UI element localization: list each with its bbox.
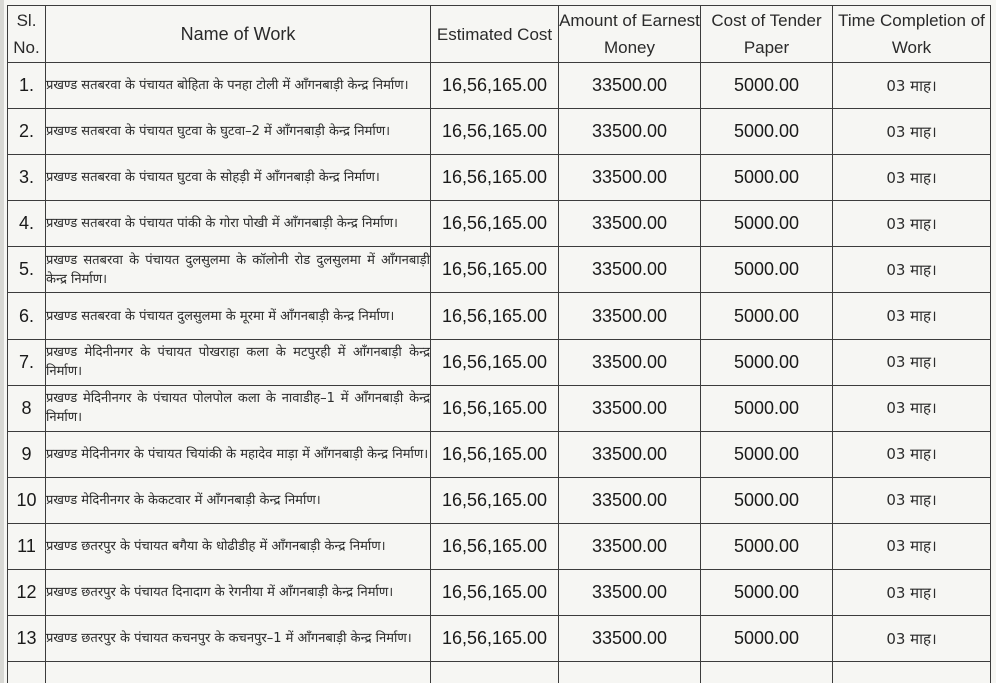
- cell-name-of-work: प्रखण्ड मेदिनीनगर के पंचायत पोलपोल कला के नावाडीह–1 में आँगनबाड़ी केन्द्र निर्माण।: [46, 385, 431, 431]
- cell-sl-no: 11: [8, 523, 46, 569]
- cell-sl-no: 6.: [8, 293, 46, 339]
- cell-estimated-cost: 16,56,165.00: [431, 339, 559, 385]
- cut-off-cell: [701, 662, 833, 683]
- cell-tender-paper-cost: 5000.00: [701, 155, 833, 201]
- cell-earnest-money: 33500.00: [559, 201, 701, 247]
- cut-off-cell: [833, 662, 991, 683]
- cell-time-completion: 03 माह।: [833, 201, 991, 247]
- header-sl-no: Sl. No.: [8, 6, 46, 63]
- table-header-row: [8, 6, 991, 63]
- table-row: [8, 385, 991, 431]
- cell-earnest-money: 33500.00: [559, 293, 701, 339]
- cell-estimated-cost: 16,56,165.00: [431, 247, 559, 293]
- cell-estimated-cost: 16,56,165.00: [431, 201, 559, 247]
- table-row: [8, 477, 991, 523]
- cell-sl-no: 4.: [8, 201, 46, 247]
- cell-sl-no: 10: [8, 477, 46, 523]
- cell-name-of-work: प्रखण्ड सतबरवा के पंचायत घुटवा के घुटवा–2 में आँगनबाड़ी केन्द्र निर्माण।: [46, 109, 431, 155]
- table-row: [8, 155, 991, 201]
- cell-estimated-cost: 16,56,165.00: [431, 385, 559, 431]
- cell-time-completion: 03 माह।: [833, 155, 991, 201]
- cell-time-completion: 03 माह।: [833, 523, 991, 569]
- header-name-of-work: Name of Work: [46, 6, 431, 63]
- cell-earnest-money: 33500.00: [559, 570, 701, 616]
- cell-name-of-work: प्रखण्ड मेदिनीनगर के केकटवार में आँगनबाड़ी केन्द्र निर्माण।: [46, 477, 431, 523]
- table-row: [8, 523, 991, 569]
- cell-time-completion: 03 माह।: [833, 385, 991, 431]
- cell-sl-no: 3.: [8, 155, 46, 201]
- cell-sl-no: 9: [8, 431, 46, 477]
- cell-earnest-money: 33500.00: [559, 247, 701, 293]
- cell-estimated-cost: 16,56,165.00: [431, 570, 559, 616]
- cell-name-of-work: प्रखण्ड सतबरवा के पंचायत दुलसुलमा के कॉलोनी रोड दुलसुलमा में आँगनबाड़ी केन्द्र निर्माण।: [46, 247, 431, 293]
- cell-name-of-work: प्रखण्ड सतबरवा के पंचायत दुलसुलमा के मूरमा में आँगनबाड़ी केन्द्र निर्माण।: [46, 293, 431, 339]
- table-row-cut-off: [8, 662, 991, 683]
- table-row: [8, 201, 991, 247]
- table-row: [8, 293, 991, 339]
- cut-off-cell: [8, 662, 46, 683]
- cell-estimated-cost: 16,56,165.00: [431, 293, 559, 339]
- cell-time-completion: 03 माह।: [833, 109, 991, 155]
- cell-name-of-work: प्रखण्ड छतरपुर के पंचायत बगैया के धोढीडीह में आँगनबाड़ी केन्द्र निर्माण।: [46, 523, 431, 569]
- cell-tender-paper-cost: 5000.00: [701, 293, 833, 339]
- cell-name-of-work: प्रखण्ड छतरपुर के पंचायत दिनादाग के रेगनीया में आँगनबाड़ी केन्द्र निर्माण।: [46, 570, 431, 616]
- cell-earnest-money: 33500.00: [559, 477, 701, 523]
- cell-earnest-money: 33500.00: [559, 431, 701, 477]
- cell-time-completion: 03 माह।: [833, 293, 991, 339]
- cell-estimated-cost: 16,56,165.00: [431, 155, 559, 201]
- cell-tender-paper-cost: 5000.00: [701, 431, 833, 477]
- cut-off-cell: [431, 662, 559, 683]
- table-body: [8, 63, 991, 662]
- cell-tender-paper-cost: 5000.00: [701, 63, 833, 109]
- cell-time-completion: 03 माह।: [833, 63, 991, 109]
- cut-off-cell: [46, 662, 431, 683]
- cell-estimated-cost: 16,56,165.00: [431, 431, 559, 477]
- cell-sl-no: 8: [8, 385, 46, 431]
- cell-earnest-money: 33500.00: [559, 616, 701, 662]
- cell-estimated-cost: 16,56,165.00: [431, 523, 559, 569]
- cell-earnest-money: 33500.00: [559, 109, 701, 155]
- cell-sl-no: 13: [8, 616, 46, 662]
- table-row: [8, 247, 991, 293]
- cell-estimated-cost: 16,56,165.00: [431, 477, 559, 523]
- cell-tender-paper-cost: 5000.00: [701, 523, 833, 569]
- cell-tender-paper-cost: 5000.00: [701, 339, 833, 385]
- header-tender-paper-cost: Cost of Tender Paper: [701, 6, 833, 63]
- cell-time-completion: 03 माह।: [833, 431, 991, 477]
- cell-name-of-work: प्रखण्ड सतबरवा के पंचायत बोहिता के पनहा टोली में आँगनबाड़ी केन्द्र निर्माण।: [46, 63, 431, 109]
- cell-time-completion: 03 माह।: [833, 477, 991, 523]
- cell-earnest-money: 33500.00: [559, 523, 701, 569]
- cell-sl-no: 2.: [8, 109, 46, 155]
- cell-estimated-cost: 16,56,165.00: [431, 63, 559, 109]
- table-row: [8, 570, 991, 616]
- cut-off-cell: [559, 662, 701, 683]
- cell-sl-no: 7.: [8, 339, 46, 385]
- cell-name-of-work: प्रखण्ड मेदिनीनगर के पंचायत पोखराहा कला के मटपुरही में आँगनबाड़ी केन्द्र निर्माण।: [46, 339, 431, 385]
- cell-earnest-money: 33500.00: [559, 385, 701, 431]
- table-row: [8, 616, 991, 662]
- cell-sl-no: 12: [8, 570, 46, 616]
- cell-name-of-work: प्रखण्ड सतबरवा के पंचायत घुटवा के सोहड़ी में आँगनबाड़ी केन्द्र निर्माण।: [46, 155, 431, 201]
- cell-name-of-work: प्रखण्ड सतबरवा के पंचायत पांकी के गोरा पोखी में आँगनबाड़ी केन्द्र निर्माण।: [46, 201, 431, 247]
- cell-sl-no: 5.: [8, 247, 46, 293]
- header-estimated-cost: Estimated Cost: [431, 6, 559, 63]
- header-earnest-money: Amount of Earnest Money: [559, 6, 701, 63]
- cell-tender-paper-cost: 5000.00: [701, 616, 833, 662]
- cell-earnest-money: 33500.00: [559, 339, 701, 385]
- cell-time-completion: 03 माह।: [833, 339, 991, 385]
- cell-estimated-cost: 16,56,165.00: [431, 109, 559, 155]
- cell-sl-no: 1.: [8, 63, 46, 109]
- cell-tender-paper-cost: 5000.00: [701, 477, 833, 523]
- header-time-completion: Time Completion of Work: [833, 6, 991, 63]
- cell-tender-paper-cost: 5000.00: [701, 385, 833, 431]
- cell-estimated-cost: 16,56,165.00: [431, 616, 559, 662]
- cell-tender-paper-cost: 5000.00: [701, 109, 833, 155]
- cell-tender-paper-cost: 5000.00: [701, 247, 833, 293]
- cell-earnest-money: 33500.00: [559, 155, 701, 201]
- cell-time-completion: 03 माह।: [833, 616, 991, 662]
- cell-name-of-work: प्रखण्ड मेदिनीनगर के पंचायत चियांकी के महादेव माड़ा में आँगनबाड़ी केन्द्र निर्माण।: [46, 431, 431, 477]
- page-edge: [0, 0, 4, 683]
- table-row: [8, 431, 991, 477]
- cell-time-completion: 03 माह।: [833, 570, 991, 616]
- cell-earnest-money: 33500.00: [559, 63, 701, 109]
- cell-name-of-work: प्रखण्ड छतरपुर के पंचायत कचनपुर के कचनपुर–1 में आँगनबाड़ी केन्द्र निर्माण।: [46, 616, 431, 662]
- table-row: [8, 339, 991, 385]
- cell-time-completion: 03 माह।: [833, 247, 991, 293]
- tender-table: [7, 5, 991, 683]
- table-row: [8, 63, 991, 109]
- cell-tender-paper-cost: 5000.00: [701, 570, 833, 616]
- cell-tender-paper-cost: 5000.00: [701, 201, 833, 247]
- table-row: [8, 109, 991, 155]
